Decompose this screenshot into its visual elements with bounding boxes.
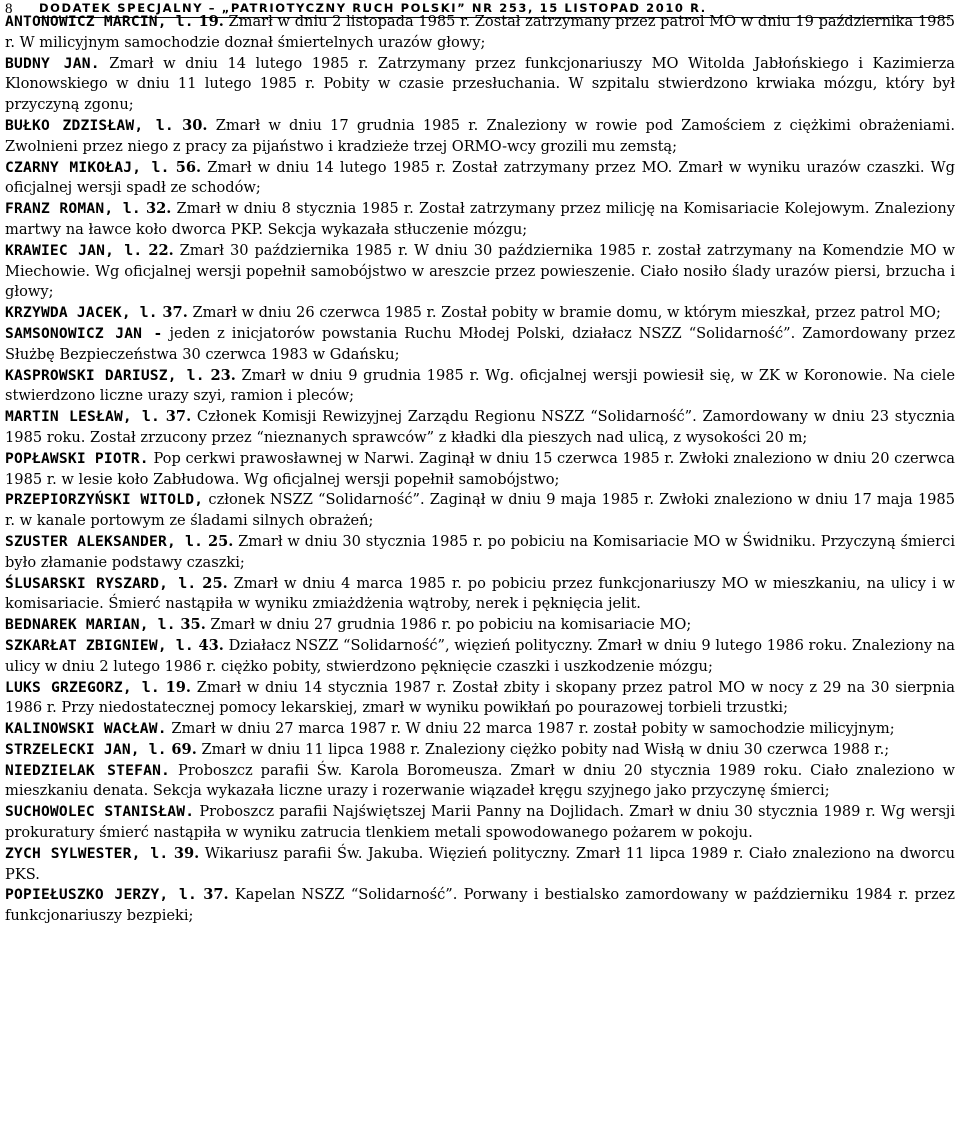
page-number: 8 bbox=[5, 1, 13, 17]
victim-name: ZYCH SYLWESTER, l. bbox=[5, 844, 169, 862]
victim-entry bbox=[5, 532, 955, 574]
victim-age: 37. bbox=[203, 886, 229, 904]
victim-entry bbox=[5, 574, 955, 616]
victim-entry bbox=[5, 303, 955, 324]
victim-age: 30. bbox=[182, 116, 208, 134]
victim-name: KASPROWSKI DARIUSZ, l. bbox=[5, 366, 205, 384]
victim-description: Wikariusz parafii Św. Jakuba. Więzień polityczny. Zmarł 11 lipca 1989 r. Ciało znaleziono na dworcu PKS. bbox=[5, 844, 955, 883]
victim-entry bbox=[5, 802, 955, 844]
victim-age: 56. bbox=[175, 158, 202, 176]
victim-description: Proboszcz parafii Najświętszej Marii Panny na Dojlidach. Zmarł w dniu 30 stycznia 1989 r. Wg wersji prokuratury śmierć nastąpiła w wyniku zatrucia tlenkiem metali spowodowanego pożarem w pokoju. bbox=[5, 803, 955, 842]
victim-name: POPŁAWSKI PIOTR. bbox=[5, 449, 149, 467]
victim-description: Zmarł w dniu 14 stycznia 1987 r. Został zbity i skopany przez patrol MO w nocy z 29 na 30 sierpnia 1986 r. Przy niedostatecznej pomocy lekarskiej, zmarł w wyniku powikłań po pourazowej torbieli trzustki; bbox=[5, 678, 956, 717]
victim-entry bbox=[5, 116, 955, 158]
victim-name: POPIEŁUSZKO JERZY, l. bbox=[5, 886, 197, 904]
victim-name: LUKS GRZEGORZ, l. bbox=[5, 678, 160, 696]
victim-age: 23. bbox=[210, 366, 236, 384]
victim-entry bbox=[5, 199, 955, 241]
victim-name: BEDNAREK MARIAN, l. bbox=[5, 616, 176, 634]
victim-name: PRZEPIORZYŃSKI WITOLD, bbox=[5, 491, 204, 509]
victim-name: SZKARŁAT ZBIGNIEW, l. bbox=[5, 636, 194, 654]
victim-description: Zmarł w dniu 9 grudnia 1985 r. Wg. oficjalnej wersji powiesił się, w ZK w Koronowie. Na ciele stwierdzono liczne urazy szyi, ramion i pleców; bbox=[5, 366, 955, 405]
victim-entry bbox=[5, 885, 955, 927]
victim-age: 43. bbox=[198, 636, 224, 654]
victim-age: 19. bbox=[198, 13, 224, 30]
victim-age: 32. bbox=[145, 200, 172, 218]
victim-description: jeden z inicjatorów powstania Ruchu Młodej Polski, działacz NSZZ “Solidarność”. Zamordowany przez Służbę Bezpieczeństwa 30 czerwca 1983 w Gdańsku; bbox=[5, 324, 956, 363]
victim-description: Zmarł w dniu 4 marca 1985 r. po pobiciu przez funkcjonariuszy MO w mieszkaniu, na ulicy i w komisariacie. Śmierć nastąpiła w wyniku zmiażdżenia wątroby, nerek i pęknięcia jelit. bbox=[5, 574, 955, 613]
victim-age: 37. bbox=[162, 304, 188, 322]
victim-age: 25. bbox=[207, 532, 234, 550]
victim-description: Zmarł w dniu 8 stycznia 1985 r. Został zatrzymany przez milicję na Komisariacie Kolejowym. Znaleziony martwy na ławce koło dworca PKP. Sekcja wykazała stłuczenie mózgu; bbox=[5, 200, 955, 238]
victim-description: członek NSZZ “Solidarność”. Zaginął w dniu 9 maja 1985 r. Zwłoki znaleziono w dniu 17 maja 1985 r. w kanale portowym ze śladami silnych obrażeń; bbox=[5, 491, 955, 530]
victim-entry bbox=[5, 636, 955, 678]
victim-name: CZARNY MIKOŁAJ, l. bbox=[5, 158, 170, 176]
victim-entry bbox=[5, 158, 955, 200]
victim-name: BUDNY JAN. bbox=[5, 54, 100, 72]
victim-description: Działacz NSZZ “Solidarność”, więzień polityczny. Zmarł w dniu 9 lutego 1986 roku. Znaleziony na ulicy w dniu 2 lutego 1986 r. ciężko pobity, stwierdzono pęknięcie czaszki i uszkodzenie mózgu; bbox=[5, 636, 955, 675]
victim-name: KALINOWSKI WACŁAW. bbox=[5, 720, 167, 738]
victim-entry bbox=[5, 407, 955, 449]
victim-description: Zmarł w dniu 14 lutego 1985 r. Został zatrzymany przez MO. Zmarł w wyniku urazów czaszki. Wg oficjalnej wersji spadł ze schodów; bbox=[5, 158, 956, 197]
victim-entry bbox=[5, 740, 955, 761]
victim-age: 39. bbox=[173, 844, 200, 862]
victim-description: Zmarł w dniu 2 listopada 1985 r. Został zatrzymany przez patrol MO w dniu 19 października 1985 r. W milicyjnym samochodzie doznał śmiertelnych urazów głowy; bbox=[5, 13, 956, 51]
victim-description: Kapelan NSZZ “Solidarność”. Porwany i bestialsko zamordowany w październiku 1984 r. przez funkcjonariuszy bezpieki; bbox=[5, 886, 955, 925]
victim-name: BUŁKO ZDZISŁAW, l. bbox=[5, 116, 174, 134]
victim-name: ANTONOWICZ MARCIN, l. bbox=[5, 13, 194, 30]
victim-entry bbox=[5, 719, 955, 740]
victim-description: Zmarł w dniu 17 grudnia 1985 r. Znaleziony w rowie pod Zamościem z ciężkimi obrażeniami. Zwolnieni przez niego z pracy za pijaństwo i kradzieże trzej ORMO-wcy grozili mu zemstą; bbox=[5, 116, 955, 155]
victim-entry bbox=[5, 449, 955, 491]
header-title: DODATEK SPECJALNY – „PATRIOTYCZNY RUCH POLSKI” NR 253, 15 LISTOPAD 2010 R. bbox=[39, 1, 707, 15]
victim-entry bbox=[5, 678, 955, 720]
victim-entry bbox=[5, 490, 955, 532]
victim-name: KRZYWDA JACEK, l. bbox=[5, 304, 158, 322]
victims-list bbox=[5, 12, 955, 927]
victim-entry bbox=[5, 761, 955, 803]
victim-entry bbox=[5, 324, 955, 366]
victim-name: SUCHOWOLEC STANISŁAW. bbox=[5, 803, 195, 821]
victim-description: Zmarł w dniu 11 lipca 1988 r. Znaleziony ciężko pobity nad Wisłą w dniu 30 czerwca 1988 r.; bbox=[201, 740, 890, 758]
victim-name: FRANZ ROMAN, l. bbox=[5, 200, 141, 218]
victim-entry bbox=[5, 615, 955, 636]
victim-description: Zmarł w dniu 27 marca 1987 r. W dniu 22 marca 1987 r. został pobity w samochodzie milicyjnym; bbox=[171, 720, 895, 738]
victim-age: 37. bbox=[165, 408, 192, 426]
victim-entry bbox=[5, 241, 955, 303]
victim-age: 69. bbox=[171, 740, 197, 758]
victim-description: Zmarł w dniu 30 stycznia 1985 r. po pobiciu na Komisariacie MO w Świdniku. Przyczyną śmierci było złamanie podstawy czaszki; bbox=[5, 532, 955, 571]
victim-description: Zmarł w dniu 14 lutego 1985 r. Zatrzymany przez funkcjonariuszy MO Witolda Jabłońskiego i Kazimierza Klonowskiego w dniu 11 lutego 1985 r. Pobity w czasie przesłuchania. W szpitalu stwierdzono krwiaka mózgu, który był przyczyną zgonu; bbox=[5, 54, 955, 114]
victim-description: Proboszcz parafii Św. Karola Boromeusza. Zmarł w dniu 20 stycznia 1989 roku. Ciało znaleziono w mieszkaniu denata. Sekcja wykazała liczne urazy i rozerwanie wiązadeł kręgu szyjnego jako przyczynę śmierci; bbox=[5, 761, 955, 800]
victim-age: 25. bbox=[202, 574, 228, 592]
victim-entry bbox=[5, 366, 955, 408]
victim-description: Członek Komisji Rewizyjnej Zarządu Regionu NSZZ “Solidarność”. Zamordowany w dniu 23 stycznia 1985 roku. Został zrzucony przez “nieznanych sprawców” z kładki dla pieszych nad ulicą, z wysokości 20 m; bbox=[5, 408, 956, 446]
victim-description: Zmarł w dniu 27 grudnia 1986 r. po pobiciu na komisariacie MO; bbox=[210, 616, 692, 634]
victim-entry bbox=[5, 844, 955, 886]
victim-age: 35. bbox=[180, 616, 206, 634]
victim-description: Pop cerkwi prawosławnej w Narwi. Zaginął w dniu 15 czerwca 1985 r. Zwłoki znaleziono w dniu 20 czerwca 1985 r. w lesie koło Zabłudowa. Wg oficjalnej wersji popełnił samobójstwo; bbox=[5, 449, 955, 488]
victim-age: 19. bbox=[165, 678, 192, 696]
victim-name: KRAWIEC JAN, l. bbox=[5, 241, 143, 259]
victim-description: Zmarł 30 października 1985 r. W dniu 30 października 1985 r. został zatrzymany na Komendzie MO w Miechowie. Wg oficjalnej wersji popełnił samobójstwo w areszcie przez powieszenie. Ciało nosiło ślady urazów piersi, brzucha i głowy; bbox=[5, 241, 956, 301]
victim-entry bbox=[5, 12, 955, 54]
victim-name: SZUSTER ALEKSANDER, l. bbox=[5, 532, 204, 550]
victim-name: STRZELECKI JAN, l. bbox=[5, 740, 167, 758]
victim-description: Zmarł w dniu 26 czerwca 1985 r. Został pobity w bramie domu, w którym mieszkał, przez patrol MO; bbox=[192, 304, 941, 322]
victim-age: 22. bbox=[148, 241, 174, 259]
victim-entry bbox=[5, 54, 955, 116]
victim-name: MARTIN LESŁAW, l. bbox=[5, 408, 160, 426]
victim-name: NIEDZIELAK STEFAN. bbox=[5, 761, 171, 779]
victim-name: SAMSONOWICZ JAN - bbox=[5, 324, 163, 342]
victim-name: ŚLUSARSKI RYSZARD, l. bbox=[5, 574, 197, 592]
